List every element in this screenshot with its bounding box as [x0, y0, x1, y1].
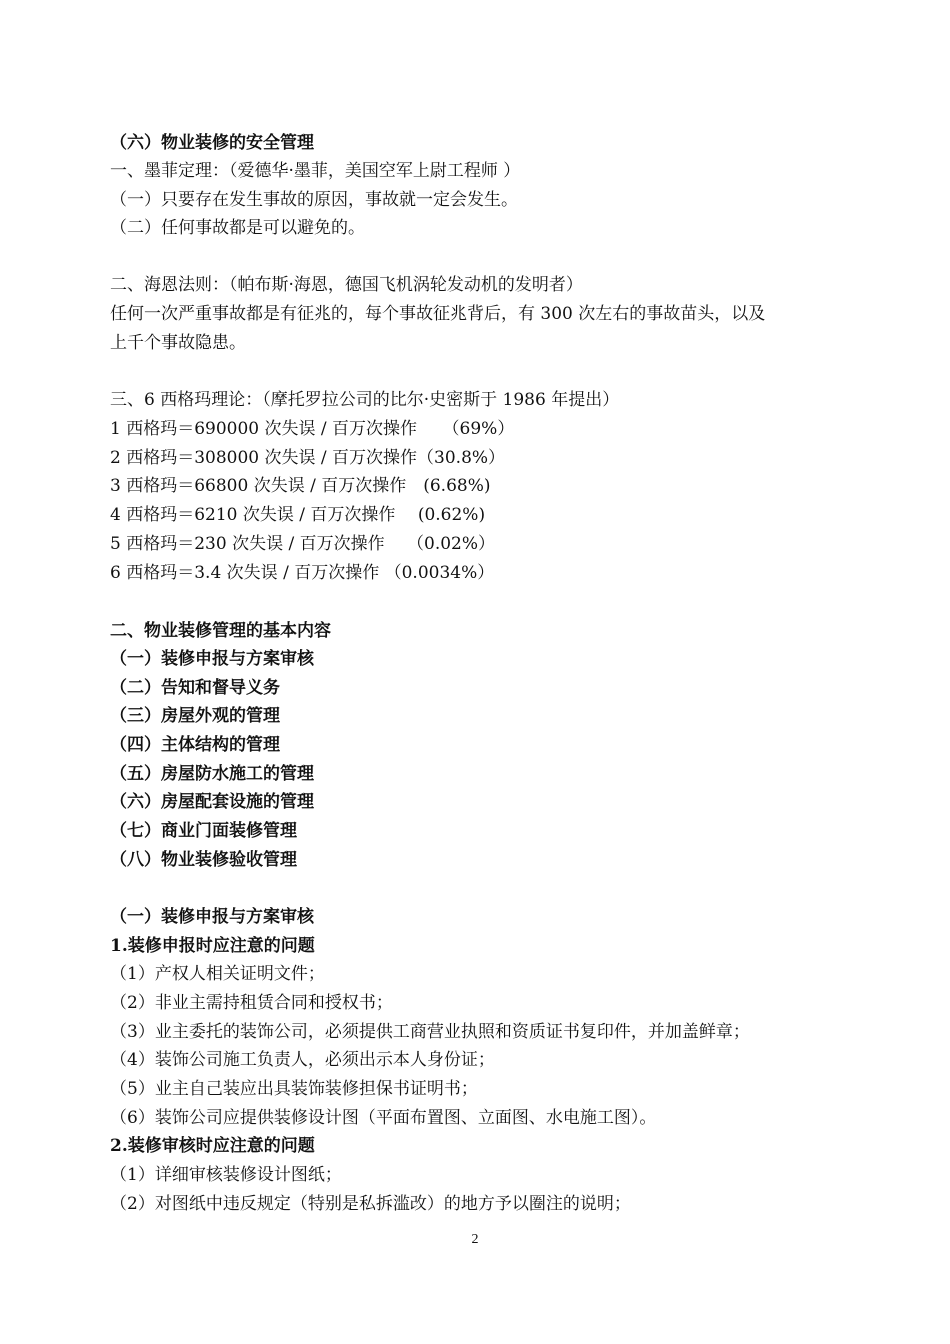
review-subheading: 2.装修审核时应注意的问题: [110, 1136, 315, 1156]
review-item-2: （2）对图纸中违反规定（特别是私拆滥改）的地方予以圈注的说明；: [110, 1194, 631, 1214]
sigma-level-4: 4 西格玛＝6210 次失误 / 百万次操作 (0.62%): [110, 505, 486, 525]
content-item-8: （八）物业装修验收管理: [110, 850, 297, 870]
content-item-6: （六）房屋配套设施的管理: [110, 792, 314, 812]
content-item-2: （二）告知和督导义务: [110, 678, 280, 698]
content-item-3: （三）房屋外观的管理: [110, 706, 280, 726]
sigma-level-5: 5 西格玛＝230 次失误 / 百万次操作 （0.02%）: [110, 534, 496, 554]
basic-content-heading: 二、物业装修管理的基本内容: [110, 621, 331, 641]
content-item-5: （五）房屋防水施工的管理: [110, 764, 314, 784]
application-item-5: （5）业主自己装应出具装饰装修担保书证明书；: [110, 1079, 478, 1099]
sigma-level-1: 1 西格玛＝690000 次失误 / 百万次操作 （69%）: [110, 419, 515, 439]
murphy-law-point-2: （二）任何事故都是可以避免的。: [110, 218, 365, 238]
review-item-1: （1）详细审核装修设计图纸；: [110, 1165, 342, 1185]
sigma-level-3: 3 西格玛＝66800 次失误 / 百万次操作 (6.68%): [110, 476, 491, 496]
application-item-3: （3）业主委托的装饰公司，必须提供工商营业执照和资质证书复印件，并加盖鲜章；: [110, 1022, 750, 1042]
content-item-4: （四）主体结构的管理: [110, 735, 280, 755]
six-sigma-heading: 三、6 西格玛理论：（摩托罗拉公司的比尔·史密斯于 1986 年提出）: [110, 390, 620, 410]
section-heading-safety: （六）物业装修的安全管理: [110, 133, 314, 153]
sigma-level-2: 2 西格玛＝308000 次失误 / 百万次操作（30.8%）: [110, 448, 506, 468]
application-item-2: （2）非业主需持租赁合同和授权书；: [110, 993, 393, 1013]
heinrich-law-heading: 二、海恩法则：（帕布斯·海恩，德国飞机涡轮发动机的发明者）: [110, 275, 583, 295]
application-item-6: （6）装饰公司应提供装修设计图（平面布置图、立面图、水电施工图）。: [110, 1108, 657, 1128]
sigma-level-6: 6 西格玛＝3.4 次失误 / 百万次操作 （0.0034%）: [110, 563, 495, 583]
application-item-4: （4）装饰公司施工负责人，必须出示本人身份证；: [110, 1050, 495, 1070]
murphy-law-point-1: （一）只要存在发生事故的原因，事故就一定会发生。: [110, 190, 518, 210]
heinrich-law-text-1: 任何一次严重事故都是有征兆的，每个事故征兆背后，有 300 次左右的事故苗头，以及: [110, 304, 766, 324]
content-item-1: （一）装修申报与方案审核: [110, 649, 314, 669]
application-item-1: （1）产权人相关证明文件；: [110, 964, 325, 984]
application-review-heading: （一）装修申报与方案审核: [110, 907, 314, 927]
page-number: 2: [471, 1232, 479, 1247]
application-subheading: 1.装修申报时应注意的问题: [110, 936, 315, 956]
content-item-7: （七）商业门面装修管理: [110, 821, 297, 841]
heinrich-law-text-2: 上千个事故隐患。: [110, 333, 246, 353]
murphy-law-heading: 一、墨菲定理：（爱德华·墨菲，美国空军上尉工程师 ）: [110, 161, 521, 181]
